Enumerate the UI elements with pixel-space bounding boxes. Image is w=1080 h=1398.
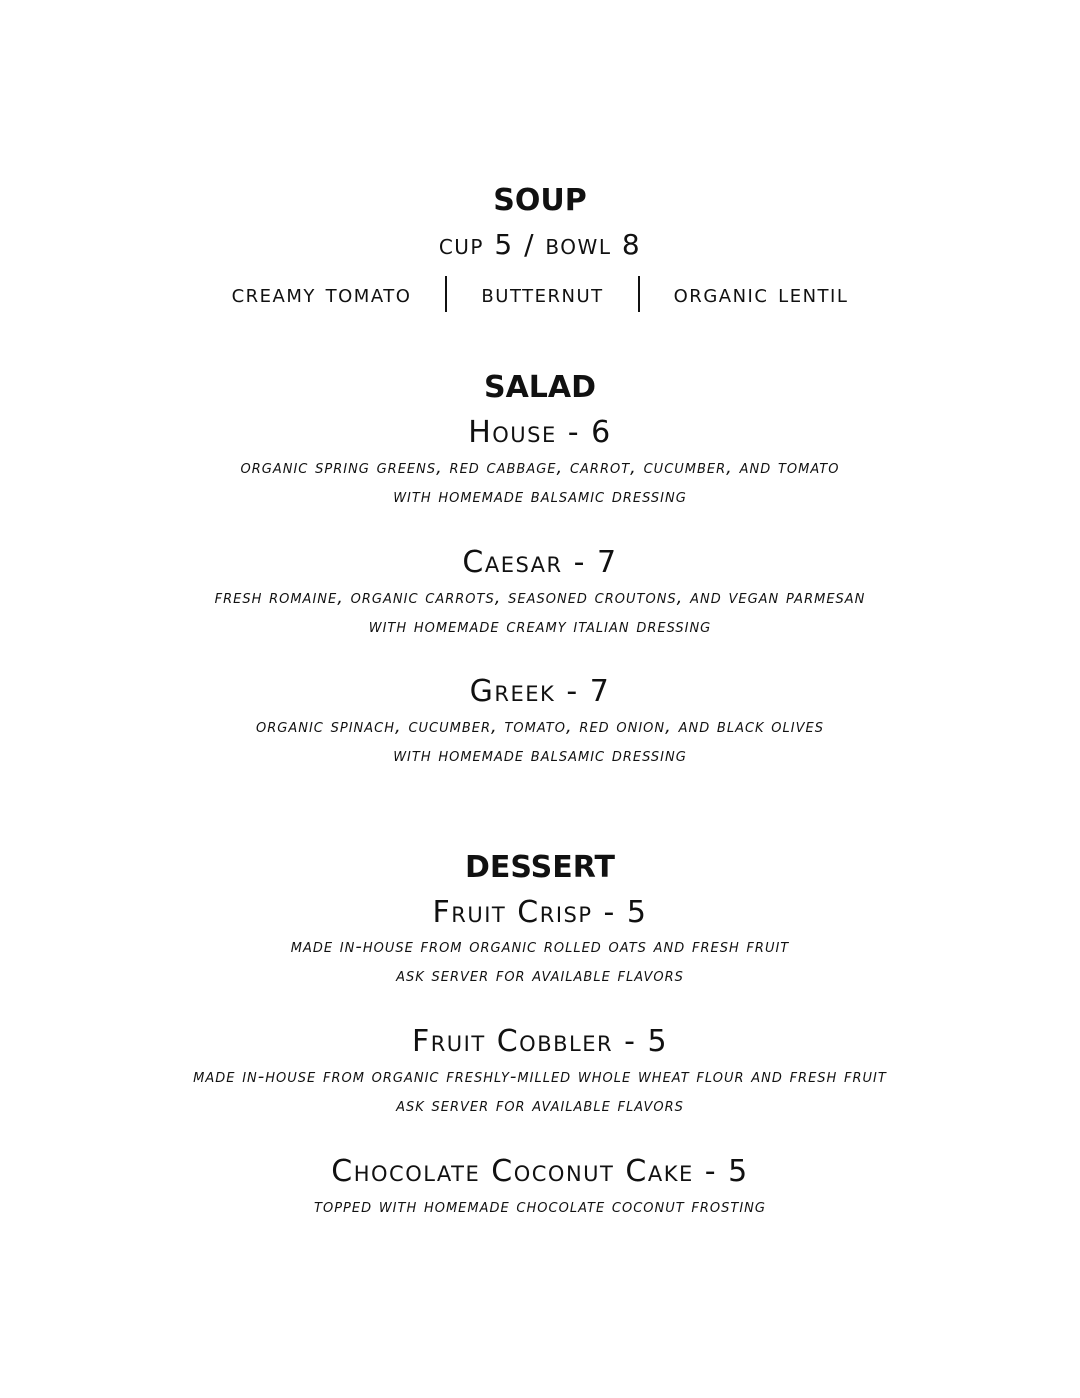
soup-item-organic-lentil: organic lentil bbox=[673, 279, 849, 309]
soup-item-butternut: butternut bbox=[481, 279, 604, 309]
soup-divider bbox=[445, 276, 447, 312]
salad-item-greek-desc: with homemade balsamic dressing bbox=[393, 745, 687, 766]
dessert-item-fruit-crisp-title: Fruit Crisp - 5 bbox=[432, 895, 648, 930]
salad-item-caesar-title: Caesar - 7 bbox=[462, 545, 618, 580]
dessert-item-fruit-cobbler-desc: ask server for available flavors bbox=[396, 1095, 684, 1116]
salad-item-caesar-desc: with homemade creamy italian dressing bbox=[368, 616, 712, 637]
salad-item-greek-desc: organic spinach, cucumber, tomato, red onion, and black olives bbox=[256, 716, 824, 737]
dessert-heading: DESSERT bbox=[465, 850, 615, 885]
dessert-item-chocolate-cake-title: Chocolate Coconut Cake - 5 bbox=[331, 1154, 749, 1189]
salad-heading: SALAD bbox=[483, 370, 597, 405]
dessert-item-fruit-crisp-desc: made in-house from organic rolled oats and fresh fruit bbox=[290, 936, 790, 957]
dessert-item-chocolate-cake-desc: topped with homemade chocolate coconut frosting bbox=[314, 1196, 766, 1217]
salad-item-house-desc: with homemade balsamic dressing bbox=[393, 486, 687, 507]
dessert-item-fruit-crisp-desc: ask server for available flavors bbox=[396, 965, 684, 986]
salad-item-caesar-desc: fresh romaine, organic carrots, seasoned croutons, and vegan parmesan bbox=[214, 587, 866, 608]
soup-item-creamy-tomato: creamy tomato bbox=[231, 279, 412, 309]
salad-item-house-desc: organic spring greens, red cabbage, carrot, cucumber, and tomato bbox=[240, 457, 840, 478]
soup-list bbox=[0, 276, 1080, 312]
dessert-item-fruit-cobbler-desc: made in-house from organic freshly-milled whole wheat flour and fresh fruit bbox=[193, 1066, 887, 1087]
salad-item-greek-title: Greek - 7 bbox=[469, 674, 611, 709]
salad-item-house-title: House - 6 bbox=[468, 415, 612, 450]
soup-heading: SOUP bbox=[493, 183, 587, 218]
soup-price-line: cup 5 / bowl 8 bbox=[438, 228, 642, 261]
dessert-item-fruit-cobbler-title: Fruit Cobbler - 5 bbox=[411, 1024, 669, 1059]
soup-divider bbox=[638, 276, 640, 312]
